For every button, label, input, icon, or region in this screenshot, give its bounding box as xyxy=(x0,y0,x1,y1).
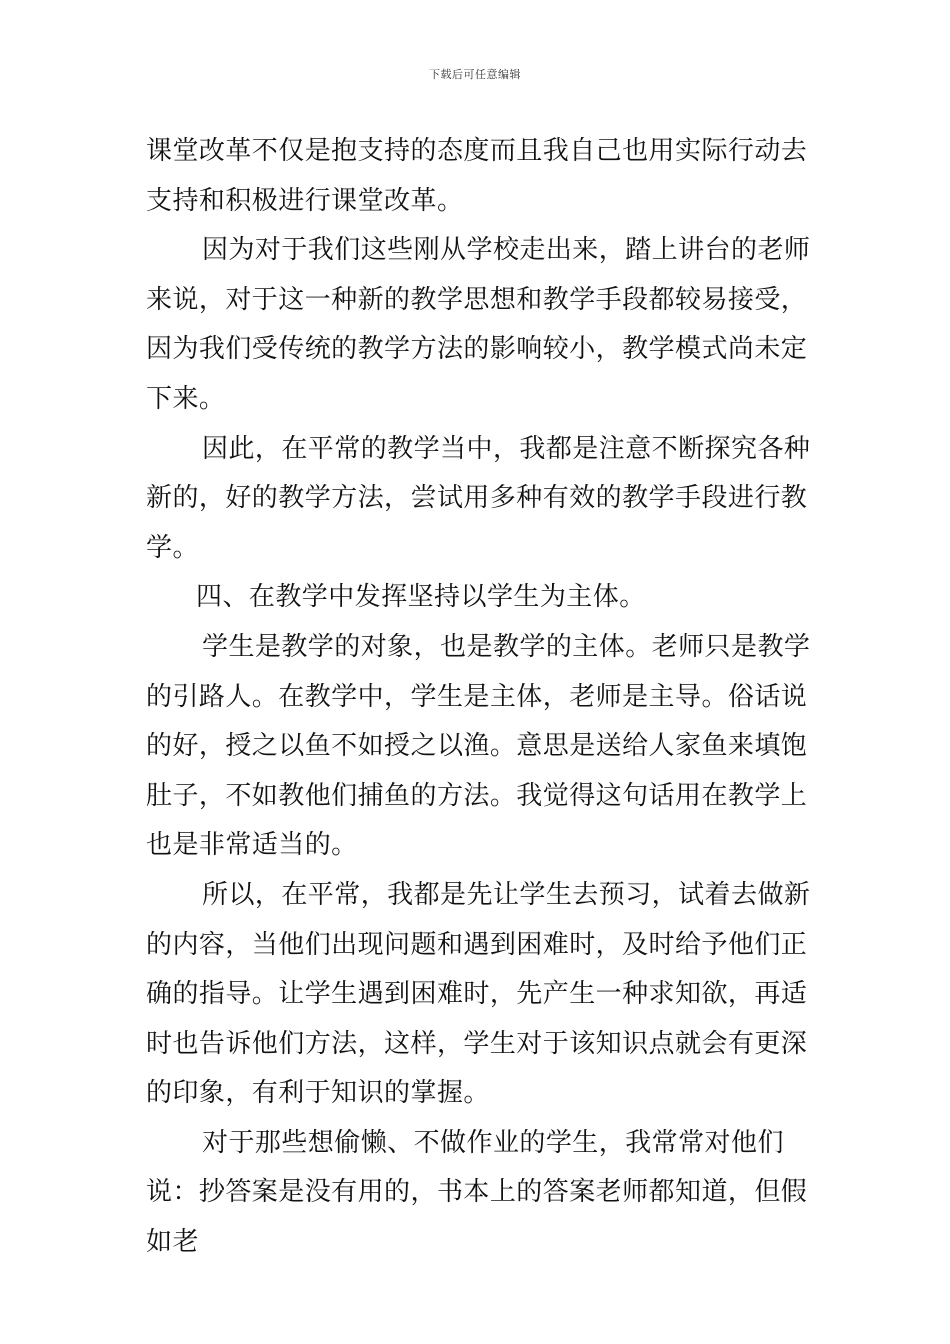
paragraph-2: 因为对于我们这些刚从学校走出来，踏上讲台的老师来说，对于这一种新的教学思想和教学手段都较易接受，因为我们受传统的教学方法的影响较小，教学模式尚未定下来。 xyxy=(146,235,811,414)
paragraph-4: 学生是教学的对象，也是教学的主体。老师只是教学的引路人。在教学中，学生是主体，老师是主导。俗话说的好，授之以鱼不如授之以渔。意思是送给人家鱼来填饱肚子，不如教他们捕鱼的方法。我觉得这句话用在教学上也是非常适当的。 xyxy=(146,631,811,861)
page-header: 下载后可任意编辑 xyxy=(429,68,521,81)
paragraph-1: 课堂改革不仅是抱支持的态度而且我自己也用实际行动去支持和积极进行课堂改革。 xyxy=(146,136,808,216)
paragraph-6: 对于那些想偷懒、不做作业的学生，我常常对他们说：抄答案是没有用的，书本上的答案老师都知道，但假如老 xyxy=(146,1127,808,1258)
section-heading: 四、在教学中发挥坚持以学生为主体。 xyxy=(196,582,646,613)
paragraph-3: 因此，在平常的教学当中，我都是注意不断探究各种新的，好的教学方法，尝试用多种有效的教学手段进行教学。 xyxy=(146,433,811,563)
document-body xyxy=(146,127,814,1268)
paragraph-5: 所以，在平常，我都是先让学生去预习，试着去做新的内容，当他们出现问题和遇到困难时，及时给予他们正确的指导。让学生遇到困难时，先产生一种求知欲，再适时也告诉他们方法，这样，学生对于该知识点就会有更深的印象，有利于知识的掌握。 xyxy=(146,879,811,1109)
